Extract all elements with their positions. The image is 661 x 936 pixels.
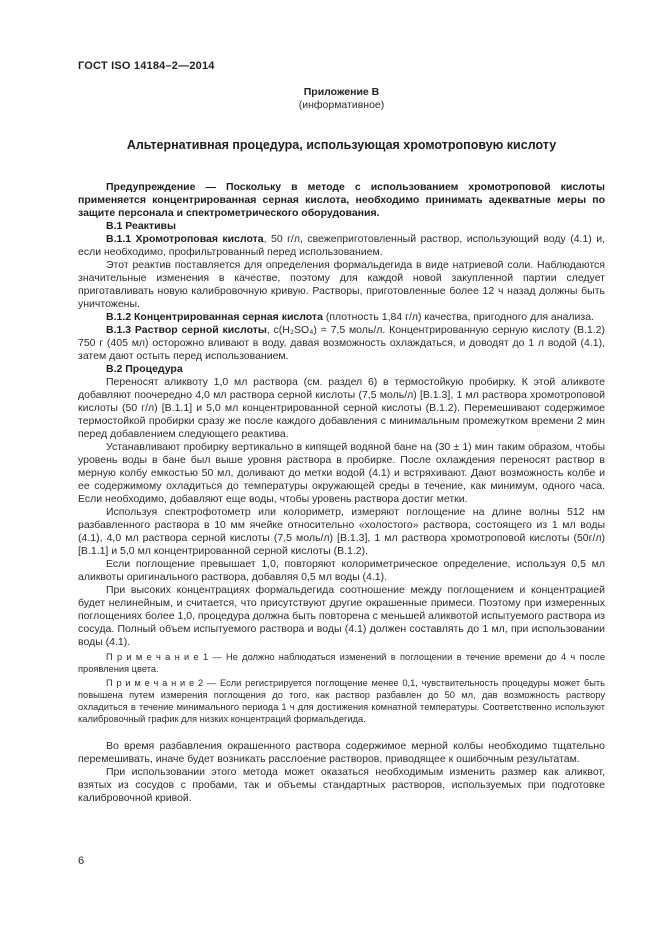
page-number: 6 <box>78 855 85 867</box>
text-segment: П р и м е ч а н и е 2 — Если регистрируется поглощение менее 0,1, чувствительность процедуры может быть повышена путем измерения поглощения до того, как раствор разбавлен до 50 мл, дав возможность раствору охладиться в течение минимального периода 1 ч для достижения комнатной температуры. Соответственно используют калибровочный график для низких концентраций формальдегида. <box>78 678 605 724</box>
document-title: Альтернативная процедура, использующая хромотроповую кислоту <box>126 138 557 152</box>
appendix-label: Приложение В <box>303 86 380 98</box>
text-segment: Если поглощение превышает 1,0, повторяют колориметрическое определение, используя 0,5 мл аликвоты оригинального раствора, добавляя 0,5 мл воды (4.1). <box>78 558 605 583</box>
text-segment: В.1.3 Раствор серной кислоты <box>106 324 267 336</box>
paragraphs-container <box>78 181 605 805</box>
procedure-step-3 <box>78 506 605 558</box>
text-segment: П р и м е ч а н и е 1 — Не должно наблюдаться изменений в поглощении в течение времени до 4 ч после проявления цвета. <box>78 652 605 674</box>
text-segment: В.2 Процедура <box>106 363 183 375</box>
appendix-block <box>78 86 605 111</box>
text-segment: Переносят аликвоту 1,0 мл раствора (см. раздел 6) в термостойкую пробирку. К этой аликвоте добавляют поочередно 4,0 мл раствора серной кислоты (7,5 моль/л) [В.1.3], 1 мл раствора хромотроповой кислоты (50 г/л) [В.1.1] и 5,0 мл концентрированной серной кислоты (В.1.2). Перемешивают содержимое термостойкой пробирки сразу же после каждого добавления с минимальным промежутком времени 2 мин перед добавлением следующего реактива. <box>78 376 605 440</box>
text-segment: В.1 Реактивы <box>106 220 176 232</box>
note-1 <box>78 651 605 675</box>
text-segment: Во время разбавления окрашенного раствора содержимое мерной колбы необходимо тщательно перемешивать, иначе будет возникать расслоение растворов, приводящее к ошибочным результатам. <box>78 740 605 765</box>
text-segment: При высоких концентрациях формальдегида соотношение между поглощением и концентрацией будет нелинейным, и считается, что присутствуют другие окрашенные примеси. Поэтому при измеренных поглощениях более 1,0, процедура должна быть повторена с меньшей аликвотой испытуемого раствора из сосуда. Полный объем испытуемого раствора и воды (4.1) должен составлять до 1 мл, при использовании воды (4.1). <box>78 584 605 648</box>
warning-paragraph <box>78 181 605 220</box>
note-2 <box>78 677 605 725</box>
procedure-step-4 <box>78 558 605 584</box>
text-segment: При использовании этого метода может оказаться необходимым изменить размер как аликвот, взятых из сосудов с пробами, так и объемы стандартных растворов, используемых при подготовке калибровочной кривой. <box>78 766 605 804</box>
clause-b1-1-continued <box>78 259 605 311</box>
procedure-step-5 <box>78 584 605 649</box>
page-content <box>78 60 605 805</box>
text-segment: (плотность 1,84 г/л) качества, пригодного для анализа. <box>322 311 594 323</box>
text-segment: В.1.1 Хромотроповая кислота <box>106 233 264 245</box>
procedure-step-2 <box>78 441 605 506</box>
clause-b1-2 <box>78 311 605 324</box>
closing-paragraph-2 <box>78 766 605 805</box>
text-segment: , c(H₂SO₄) = 7,5 моль/л. Концентрированную серную кислоту (В.1.2) 750 г (405 мл) осторожно вливают в воду, давая возможность охлаждаться, и доводят до 1 л водой (4.1), затем дают остыть перед использованием. <box>78 324 605 362</box>
text-segment: Используя спектрофотометр или колориметр, измеряют поглощение на длине волны 512 нм разбавленного раствора в 10 мм ячейке относительно «холостого» раствора, состоящего из 1 мл воды (4.1), 4,0 мл раствора серной кислоты (7,5 моль/л) [В.1.3], 1 мл раствора хромотроповой кислоты (50г/л) [В.1.1] и 5,0 мл концентрированной серной кислоты (В.1.2). <box>78 506 605 557</box>
clause-b1-3 <box>78 324 605 363</box>
procedure-step-1 <box>78 376 605 441</box>
closing-paragraph-1 <box>78 740 605 766</box>
text-segment: Предупреждение — Поскольку в методе с использованием хромотроповой кислоты применяется концентрированная серная кислота, необходимо принимать адекватные меры по защите персонала и спектрометрического оборудования. <box>78 181 605 219</box>
section-heading-b2 <box>78 363 605 376</box>
clause-b1-1 <box>78 233 605 259</box>
document-number: ГОСТ ISO 14184–2—2014 <box>78 60 215 72</box>
text-segment: В.1.2 Концентрированная серная кислота <box>106 311 323 323</box>
section-heading-b1 <box>78 220 605 233</box>
text-segment: , 50 г/л, свежеприготовленный раствор, использующий воду (4.1) и, если необходимо, профильтрованный перед использованием. <box>78 233 605 258</box>
appendix-type: (информативное) <box>298 99 385 111</box>
text-segment: Этот реактив поставляется для определения формальдегида в виде натриевой соли. Наблюдаются значительные изменения в качестве, поэтому для каждой новой закупленной партии следует приготавливать новую калибровочную кривую. Растворы, приготовленные более 12 ч назад должны быть уничтожены. <box>78 259 605 310</box>
text-segment: Устанавливают пробирку вертикально в кипящей водяной бане на (30 ± 1) мин таким образом, чтобы уровень воды в бане был выше уровня раствора в пробирке. После охлаждения переносят раствор в мерную колбу емкостью 50 мл, доливают до метки водой (4.1) и встряхивают. Дают возможность колбе и ее содержимому охладиться до температуры окружающей среды в течение, как минимум, одного часа. Если необходимо, добавляют еще воды, чтобы уровень раствора достиг метки. <box>78 441 605 505</box>
